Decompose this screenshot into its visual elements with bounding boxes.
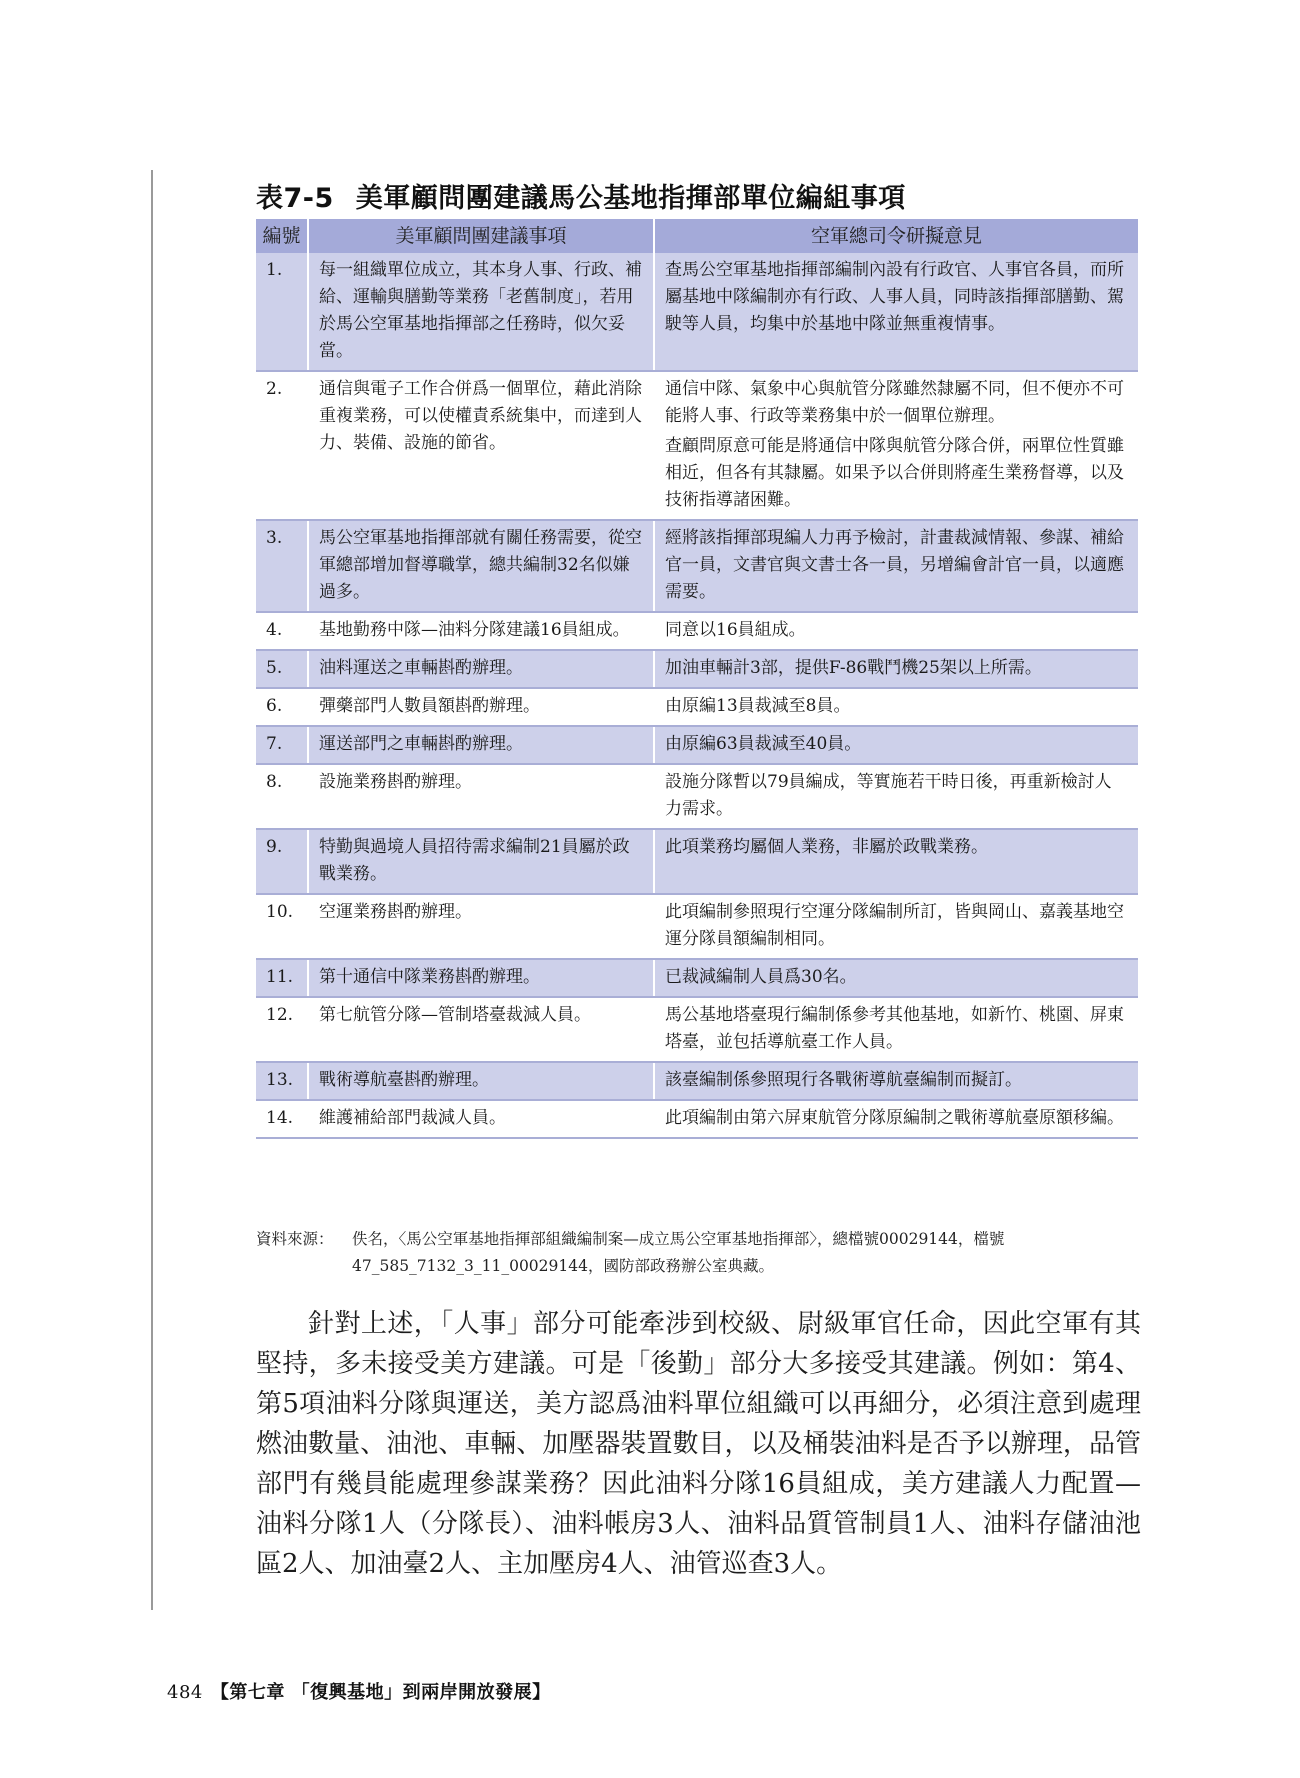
row-number: 8. — [256, 764, 308, 829]
source-text: 佚名，〈馬公空軍基地指揮部組織編制案—成立馬公空軍基地指揮部〉，總檔號00029144，檔號47_585_7132_3_11_00029144，國防部政務辦公室典藏。 — [352, 1230, 1005, 1275]
row-opinion: 經將該指揮部現編人力再予檢討，計畫裁減情報、參謀、補給官一員，文書官與文書士各一員，另增編會計官一員，以適應需要。 — [654, 520, 1138, 612]
table-caption — [256, 176, 1156, 215]
row-suggestion: 第七航管分隊—管制塔臺裁減人員。 — [308, 997, 654, 1062]
row-number: 7. — [256, 726, 308, 764]
chapter-title: 【第七章 「復興基地」到兩岸開放發展】 — [210, 1682, 551, 1703]
row-suggestion: 彈藥部門人數員額斟酌辦理。 — [308, 688, 654, 726]
recommendation-table — [256, 219, 1138, 1139]
row-opinion: 同意以16員組成。 — [654, 612, 1138, 650]
row-number: 3. — [256, 520, 308, 612]
page-footer — [167, 1678, 551, 1704]
table-row — [256, 959, 1138, 997]
table-row — [256, 1100, 1138, 1138]
row-opinion: 查馬公空軍基地指揮部編制內設有行政官、人事官各員，而所屬基地中隊編制亦有行政、人事人員，同時該指揮部膳勤、駕駛等人員，均集中於基地中隊並無重複情事。 — [654, 253, 1138, 371]
row-suggestion: 基地勤務中隊—油料分隊建議16員組成。 — [308, 612, 654, 650]
header-suggestion: 美軍顧問團建議事項 — [308, 219, 654, 253]
row-suggestion: 第十通信中隊業務斟酌辦理。 — [308, 959, 654, 997]
row-suggestion: 通信與電子工作合併爲一個單位，藉此消除重複業務，可以使權責系統集中，而達到人力、裝備、設施的節省。 — [308, 371, 654, 520]
row-opinion: 馬公基地塔臺現行編制係參考其他基地，如新竹、桃園、屏東塔臺，並包括導航臺工作人員。 — [654, 997, 1138, 1062]
table-number: 表7-5 — [256, 183, 334, 214]
row-number: 5. — [256, 650, 308, 688]
row-opinion: 此項編制參照現行空運分隊編制所訂，皆與岡山、嘉義基地空運分隊員額編制相同。 — [654, 894, 1138, 959]
row-suggestion: 特勤與過境人員招待需求編制21員屬於政戰業務。 — [308, 829, 654, 894]
row-number: 9. — [256, 829, 308, 894]
row-opinion: 加油車輛計3部，提供F-86戰鬥機25架以上所需。 — [654, 650, 1138, 688]
row-suggestion: 運送部門之車輛斟酌辦理。 — [308, 726, 654, 764]
table-row — [256, 612, 1138, 650]
source-note — [256, 1226, 1146, 1280]
row-opinion: 此項編制由第六屏東航管分隊原編制之戰術導航臺原額移編。 — [654, 1100, 1138, 1138]
row-suggestion: 戰術導航臺斟酌辦理。 — [308, 1062, 654, 1100]
row-number: 1. — [256, 253, 308, 371]
table-row — [256, 650, 1138, 688]
row-number: 4. — [256, 612, 308, 650]
table-row — [256, 764, 1138, 829]
table-row — [256, 726, 1138, 764]
table-row — [256, 520, 1138, 612]
body-paragraph: 針對上述，「人事」部分可能牽涉到校級、尉級軍官任命，因此空軍有其堅持，多未接受美方建議。可是「後勤」部分大多接受其建議。例如：第4、第5項油料分隊與運送，美方認爲油料單位組織可以再細分，必須注意到處理燃油數量、油池、車輛、加壓器裝置數目，以及桶裝油料是否予以辦理，品管部門有幾員能處理參謀業務？因此油料分隊16員組成，美方建議人力配置—油料分隊1人（分隊長）、油料帳房3人、油料品質管制員1人、油料存儲油池區2人、加油臺2人、主加壓房4人、油管巡查3人。 — [256, 1309, 1141, 1579]
row-suggestion: 油料運送之車輛斟酌辦理。 — [308, 650, 654, 688]
table-row — [256, 894, 1138, 959]
row-number: 14. — [256, 1100, 308, 1138]
table-title: 美軍顧問團建議馬公基地指揮部單位編組事項 — [355, 183, 906, 214]
row-suggestion: 每一組織單位成立，其本身人事、行政、補給、運輸與膳勤等業務「老舊制度」，若用於馬公空軍基地指揮部之任務時，似欠妥當。 — [308, 253, 654, 371]
row-number: 2. — [256, 371, 308, 520]
row-number: 10. — [256, 894, 308, 959]
row-opinion-part: 通信中隊、氣象中心與航管分隊雖然隸屬不同，但不便亦不可能將人事、行政等業務集中於一個單位辦理。 — [665, 379, 1124, 426]
table-row — [256, 997, 1138, 1062]
table-row — [256, 1062, 1138, 1100]
row-opinion: 設施分隊暫以79員編成，等實施若干時日後，再重新檢討人力需求。 — [654, 764, 1138, 829]
table-row — [256, 253, 1138, 371]
row-suggestion: 設施業務斟酌辦理。 — [308, 764, 654, 829]
row-number: 13. — [256, 1062, 308, 1100]
row-number: 6. — [256, 688, 308, 726]
row-opinion — [654, 371, 1138, 520]
row-opinion: 此項業務均屬個人業務，非屬於政戰業務。 — [654, 829, 1138, 894]
source-label: 資料來源： — [256, 1230, 334, 1248]
row-suggestion: 馬公空軍基地指揮部就有關任務需要，從空軍總部增加督導職掌，總共編制32名似嫌過多。 — [308, 520, 654, 612]
table-row — [256, 688, 1138, 726]
row-suggestion: 空運業務斟酌辦理。 — [308, 894, 654, 959]
row-opinion: 該臺編制係參照現行各戰術導航臺編制而擬訂。 — [654, 1062, 1138, 1100]
table-header-row — [256, 219, 1138, 253]
row-opinion: 由原編13員裁減至8員。 — [654, 688, 1138, 726]
header-opinion: 空軍總司令研擬意見 — [654, 219, 1138, 253]
row-number: 12. — [256, 997, 308, 1062]
page-number: 484 — [167, 1682, 203, 1703]
margin-rule — [151, 170, 153, 1610]
row-opinion-part: 查顧問原意可能是將通信中隊與航管分隊合併，兩單位性質雖相近，但各有其隸屬。如果予以合併則將產生業務督導，以及技術指導諸困難。 — [665, 436, 1124, 510]
row-number: 11. — [256, 959, 308, 997]
row-opinion: 已裁減編制人員爲30名。 — [654, 959, 1138, 997]
header-number: 編號 — [256, 219, 308, 253]
table-row — [256, 829, 1138, 894]
row-opinion: 由原編63員裁減至40員。 — [654, 726, 1138, 764]
table-row — [256, 371, 1138, 520]
row-suggestion: 維護補給部門裁減人員。 — [308, 1100, 654, 1138]
